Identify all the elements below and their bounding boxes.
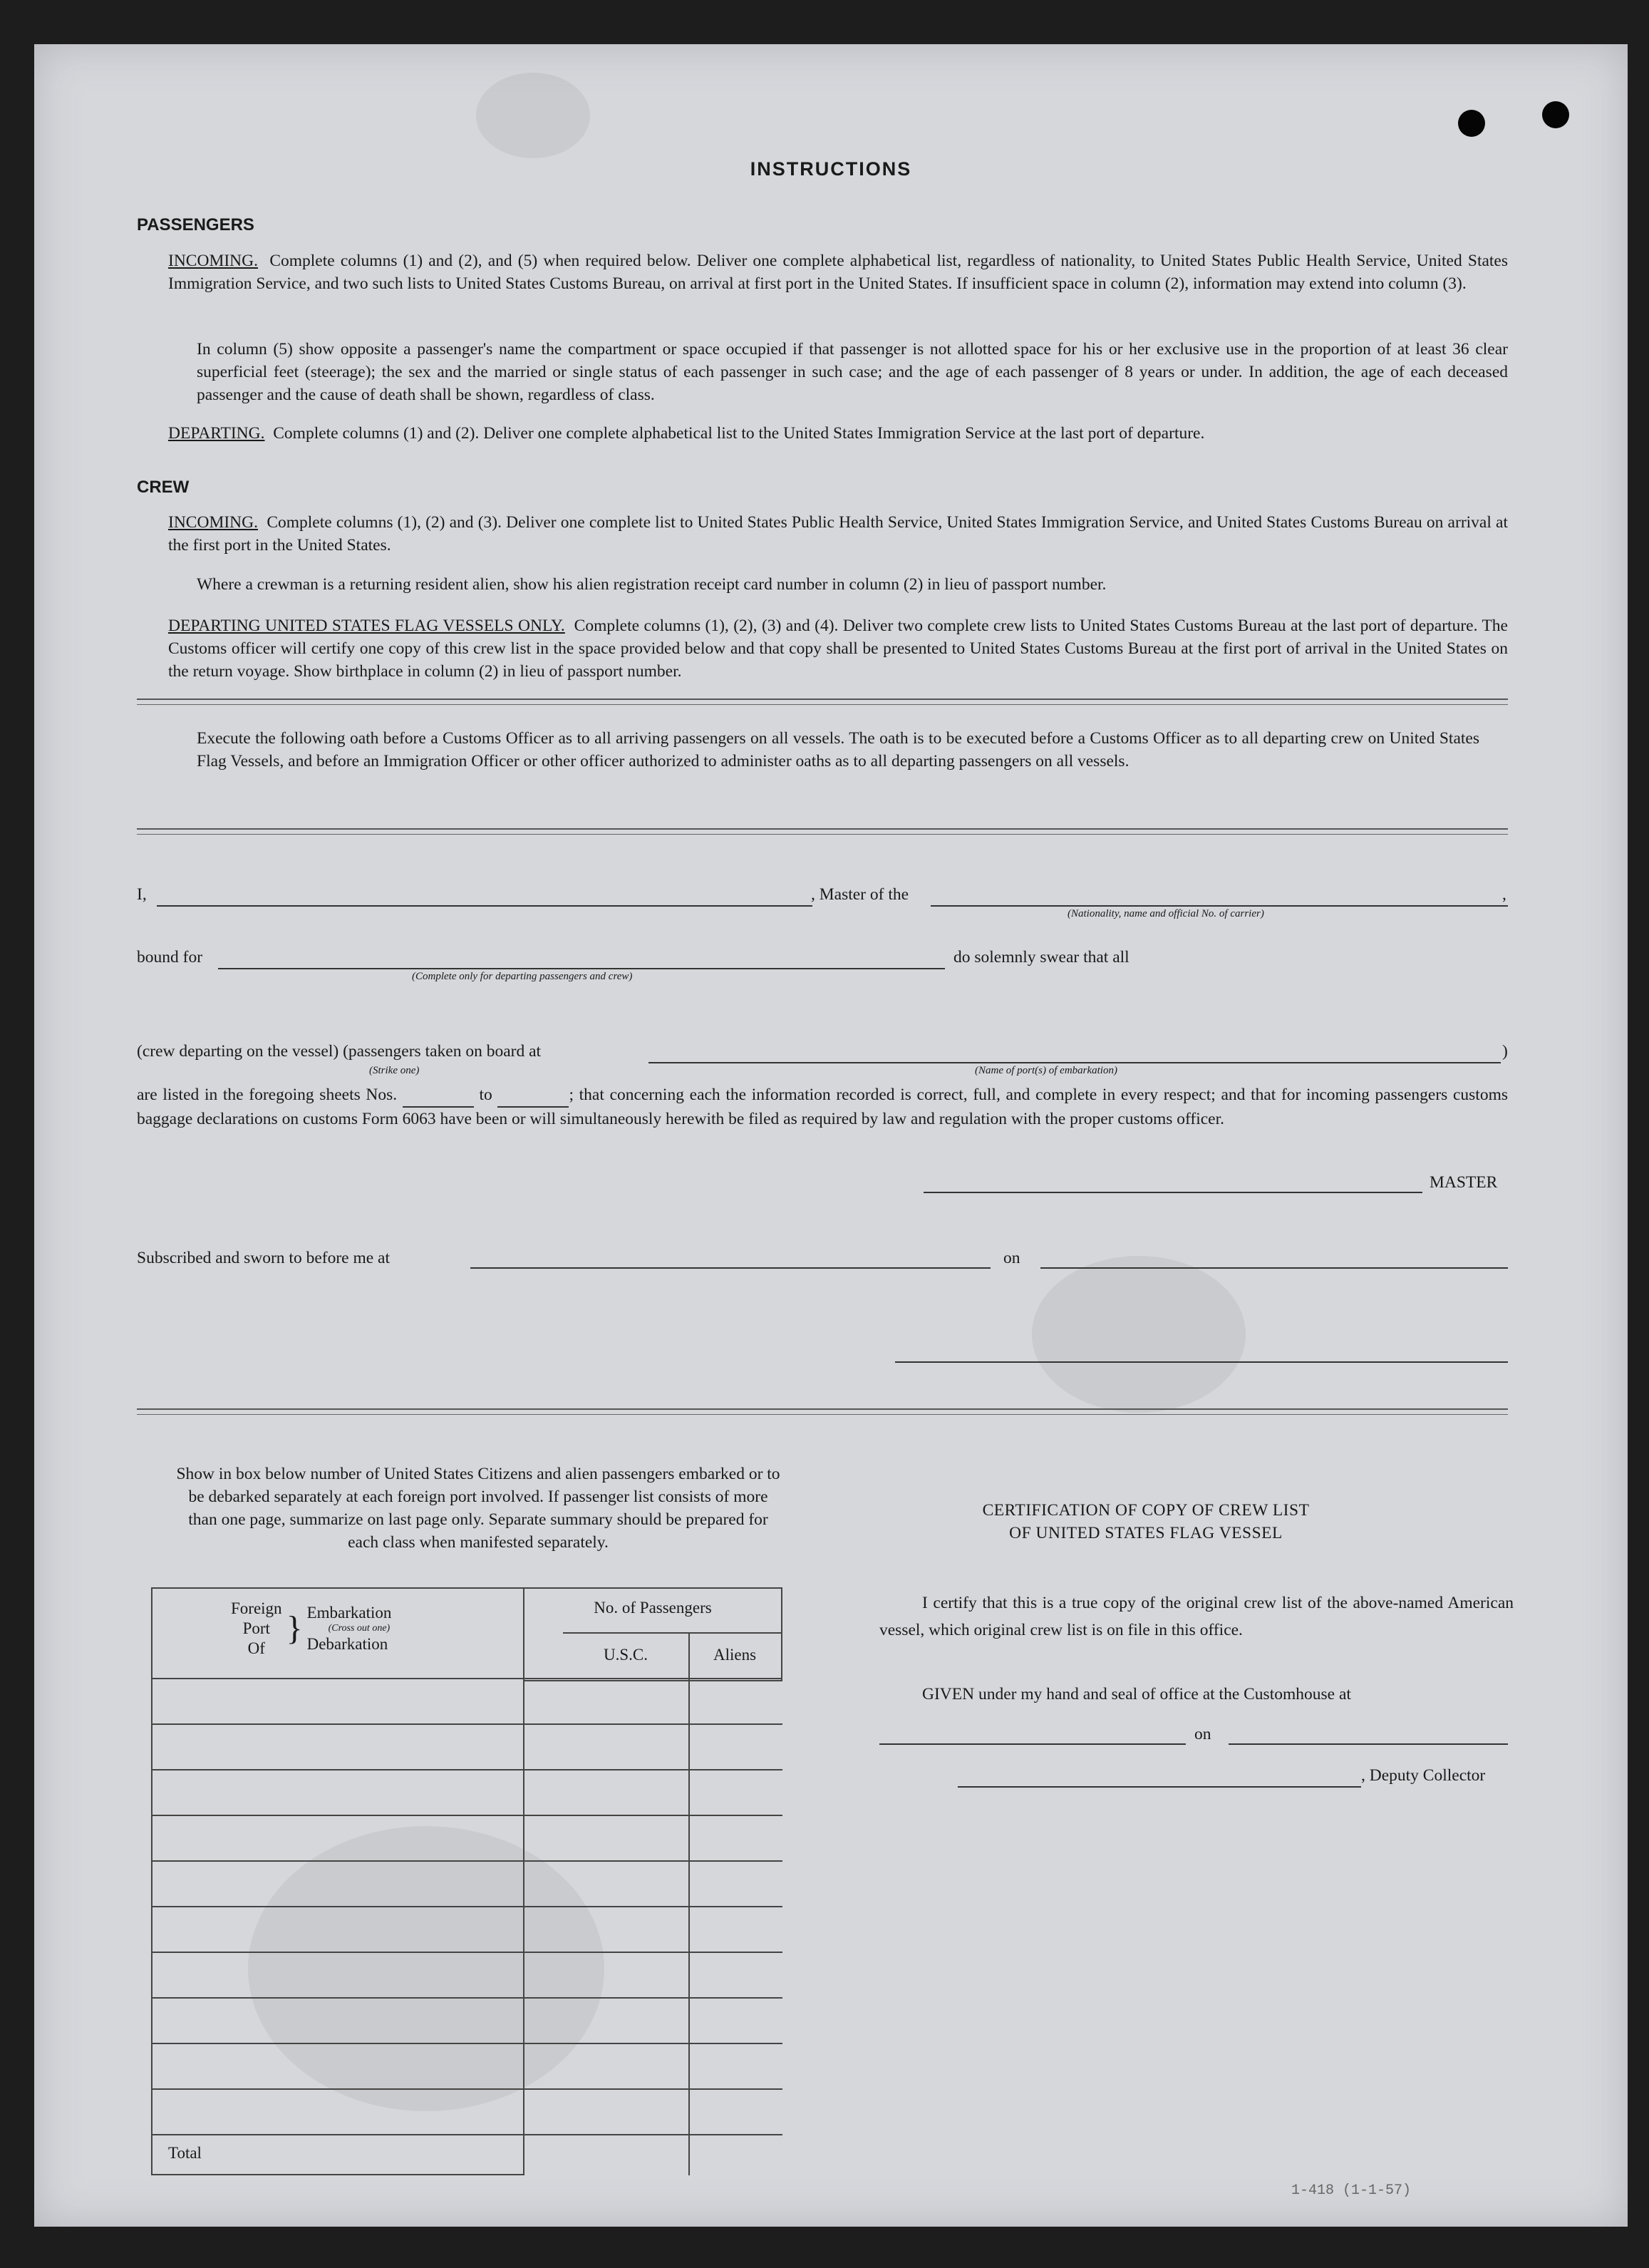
page-title: INSTRUCTIONS bbox=[750, 158, 912, 180]
sheets-to-label: to bbox=[479, 1086, 492, 1104]
passengers-incoming-instruction bbox=[168, 249, 1508, 295]
crew-heading: CREW bbox=[137, 478, 190, 497]
punch-hole bbox=[1458, 110, 1485, 137]
oath-i-label: I, bbox=[137, 885, 147, 904]
sheets-from-field[interactable] bbox=[403, 1083, 474, 1108]
sworn-on-label: on bbox=[1003, 1249, 1020, 1267]
sheets-label: are listed in the foregoing sheets Nos. bbox=[137, 1086, 398, 1104]
divider bbox=[137, 834, 1508, 835]
crew-incoming-label: INCOMING. bbox=[168, 513, 258, 532]
paper-stain bbox=[1032, 1256, 1246, 1413]
certification-title-1: CERTIFICATION OF COPY OF CREW LIST bbox=[982, 1501, 1310, 1520]
divider bbox=[137, 1408, 1508, 1410]
deputy-collector-signature-field[interactable] bbox=[958, 1786, 1361, 1788]
officer-signature-field[interactable] bbox=[895, 1361, 1508, 1363]
brace-icon: } bbox=[286, 1609, 303, 1647]
table-row-line bbox=[151, 1860, 782, 1862]
foreign-port-of-label bbox=[231, 1599, 282, 1659]
crew-departing-label: DEPARTING UNITED STATES FLAG VESSELS ONLY. bbox=[168, 617, 565, 635]
master-signature-field[interactable] bbox=[924, 1192, 1422, 1193]
table-row-line bbox=[151, 2043, 782, 2044]
passengers-heading: PASSENGERS bbox=[137, 215, 254, 234]
passengers-departing-instruction bbox=[168, 422, 1508, 445]
subscribed-label: Subscribed and sworn to before me at bbox=[137, 1249, 391, 1267]
master-label: MASTER bbox=[1430, 1173, 1498, 1192]
port-label: Port bbox=[242, 1619, 270, 1637]
foreign-label: Foreign bbox=[231, 1599, 282, 1617]
summary-instructions: Show in box below number of United States Citizens and alien passengers embarked or to be debarked separately at each foreign port involved. If passenger list consists of more than one page, summarize on last page only. Separate summary should be prepared for each class when manifested separately. bbox=[176, 1465, 780, 1552]
divider bbox=[137, 828, 1508, 830]
sheets-to-field[interactable] bbox=[497, 1083, 569, 1108]
strike-caption: (Strike one) bbox=[369, 1065, 420, 1076]
column5-instruction: In column (5) show opposite a passenger's name the compartment or space occupied if that passenger is not allotted space for his or her exclusive use in the proportion of at least 36 clear superficial feet (steerage); the sex and the married or single status of each passenger in such case; and the age of each passenger of 8 years or under. In addition, the age of each deceased passenger and the cause of death shall be shown, regardless of class. bbox=[197, 340, 1508, 404]
table-row-line bbox=[151, 1952, 782, 1953]
carrier-caption: (Nationality, name and official No. of carrier) bbox=[1068, 908, 1264, 919]
total-label: Total bbox=[168, 2144, 202, 2162]
punch-hole bbox=[1542, 101, 1569, 128]
bound-for-caption: (Complete only for departing passengers and crew) bbox=[412, 971, 633, 982]
passengers-departing-text: Complete columns (1) and (2). Deliver one complete alphabetical list to the United States Immigration Service at the last port of departure. bbox=[273, 424, 1205, 443]
bound-for-field[interactable] bbox=[218, 968, 945, 969]
master-of-label: , Master of the bbox=[811, 885, 909, 904]
form-page bbox=[34, 44, 1628, 2227]
deputy-collector-label: , Deputy Collector bbox=[1361, 1766, 1486, 1785]
embark-debark-label bbox=[307, 1603, 392, 1654]
certify-text: I certify that this is a true copy of the original crew list of the above-named American vessel, which original crew list is on file in this office. bbox=[879, 1594, 1514, 1639]
table-column-divider bbox=[688, 1632, 690, 2175]
crew-departing-text: Complete columns (1), (2), (3) and (4). Deliver two complete crew lists to United States Customs Bureau at the last port of departure. The Customs officer will certify one copy of this crew list in the space provided below and that copy shall be presented to United States Customs Bureau at the first port of arrival in the United States on the return voyage. Show birthplace in column (2) in lieu of passport number. bbox=[168, 617, 1508, 681]
paper-stain bbox=[476, 73, 590, 158]
form-number: 1-418 (1-1-57) bbox=[1291, 2182, 1412, 2199]
aliens-header: Aliens bbox=[713, 1646, 757, 1664]
cross-out-caption: (Cross out one) bbox=[328, 1623, 391, 1634]
table-row-line bbox=[151, 1815, 782, 1816]
crew-incoming-instruction bbox=[168, 511, 1508, 557]
crew-incoming-text: Complete columns (1), (2) and (3). Deliver one complete list to United States Public Health Service, United States Immigration Service, and United States Customs Bureau on arrival at the first port in the United States. bbox=[168, 513, 1508, 555]
divider bbox=[137, 1414, 1508, 1415]
passengers-incoming-text: Complete columns (1) and (2), and (5) when required below. Deliver one complete alphabetical list, regardless of nationality, to United States Public Health Service, United States Immigration Service, and two such lists to United States Customs Bureau, on arrival at first port in the United States. If insufficient space in column (2), information may extend into column (3). bbox=[168, 252, 1509, 293]
close-paren: ) bbox=[1502, 1042, 1508, 1061]
sheets-text: ; that concerning each the information recorded is correct, full, and complete in every respect; and that for incoming passengers customs baggage declarations on customs Form 6063 have been or will simultaneously herewith be filed as required by law and regulation with the proper customs officer. bbox=[137, 1086, 1508, 1128]
crew-departing-instruction bbox=[168, 614, 1508, 683]
crew-passengers-label: (crew departing on the vessel) (passengers taken on board at bbox=[137, 1042, 542, 1061]
carrier-comma: , bbox=[1502, 885, 1506, 904]
table-row-line bbox=[151, 1906, 782, 1907]
swear-label: do solemnly swear that all bbox=[953, 948, 1130, 967]
table-row-line bbox=[151, 1769, 782, 1770]
table-row-line bbox=[151, 1723, 782, 1725]
certification-title-2: OF UNITED STATES FLAG VESSEL bbox=[1009, 1524, 1283, 1542]
cert-date-field[interactable] bbox=[1229, 1743, 1508, 1745]
ports-caption: (Name of port(s) of embarkation) bbox=[975, 1065, 1117, 1076]
sheets-statement bbox=[137, 1083, 1508, 1130]
cert-on-label: on bbox=[1194, 1725, 1211, 1743]
debarkation-label[interactable]: Debarkation bbox=[306, 1635, 388, 1653]
divider bbox=[137, 699, 1508, 700]
table-row-line bbox=[151, 2088, 782, 2090]
carrier-field[interactable] bbox=[931, 905, 1508, 907]
bound-for-label: bound for bbox=[137, 948, 203, 967]
embarkation-ports-field[interactable] bbox=[648, 1062, 1501, 1063]
divider bbox=[137, 704, 1508, 705]
sworn-date-field[interactable] bbox=[1040, 1267, 1508, 1269]
no-of-passengers-header: No. of Passengers bbox=[524, 1588, 782, 1681]
oath-intro: Execute the following oath before a Customs Officer as to all arriving passengers on all vessels. The oath is to be executed before a Customs Officer as to all departing crew on United States Flag Vessels, and before an Immigration Officer or other officer authorized to administer oaths as to all departing passengers on all vessels. bbox=[197, 729, 1479, 770]
given-text: GIVEN under my hand and seal of office at the Customhouse at bbox=[922, 1685, 1351, 1703]
port-header-cell bbox=[152, 1588, 524, 2175]
of-label: Of bbox=[247, 1639, 265, 1657]
resident-alien-instruction: Where a crewman is a returning resident alien, show his alien registration receipt card number in column (2) in lieu of passport number. bbox=[197, 575, 1107, 594]
table-row-line bbox=[151, 2134, 782, 2135]
usc-header: U.S.C. bbox=[604, 1646, 648, 1664]
customhouse-field[interactable] bbox=[879, 1743, 1186, 1745]
passengers-incoming-label: INCOMING. bbox=[168, 252, 258, 270]
sworn-location-field[interactable] bbox=[470, 1267, 991, 1269]
embarkation-label[interactable]: Embarkation bbox=[306, 1604, 392, 1622]
table-row-line bbox=[151, 1678, 782, 1679]
passengers-departing-label: DEPARTING. bbox=[168, 424, 265, 443]
table-row-line bbox=[151, 1997, 782, 1999]
master-name-field[interactable] bbox=[157, 905, 812, 907]
